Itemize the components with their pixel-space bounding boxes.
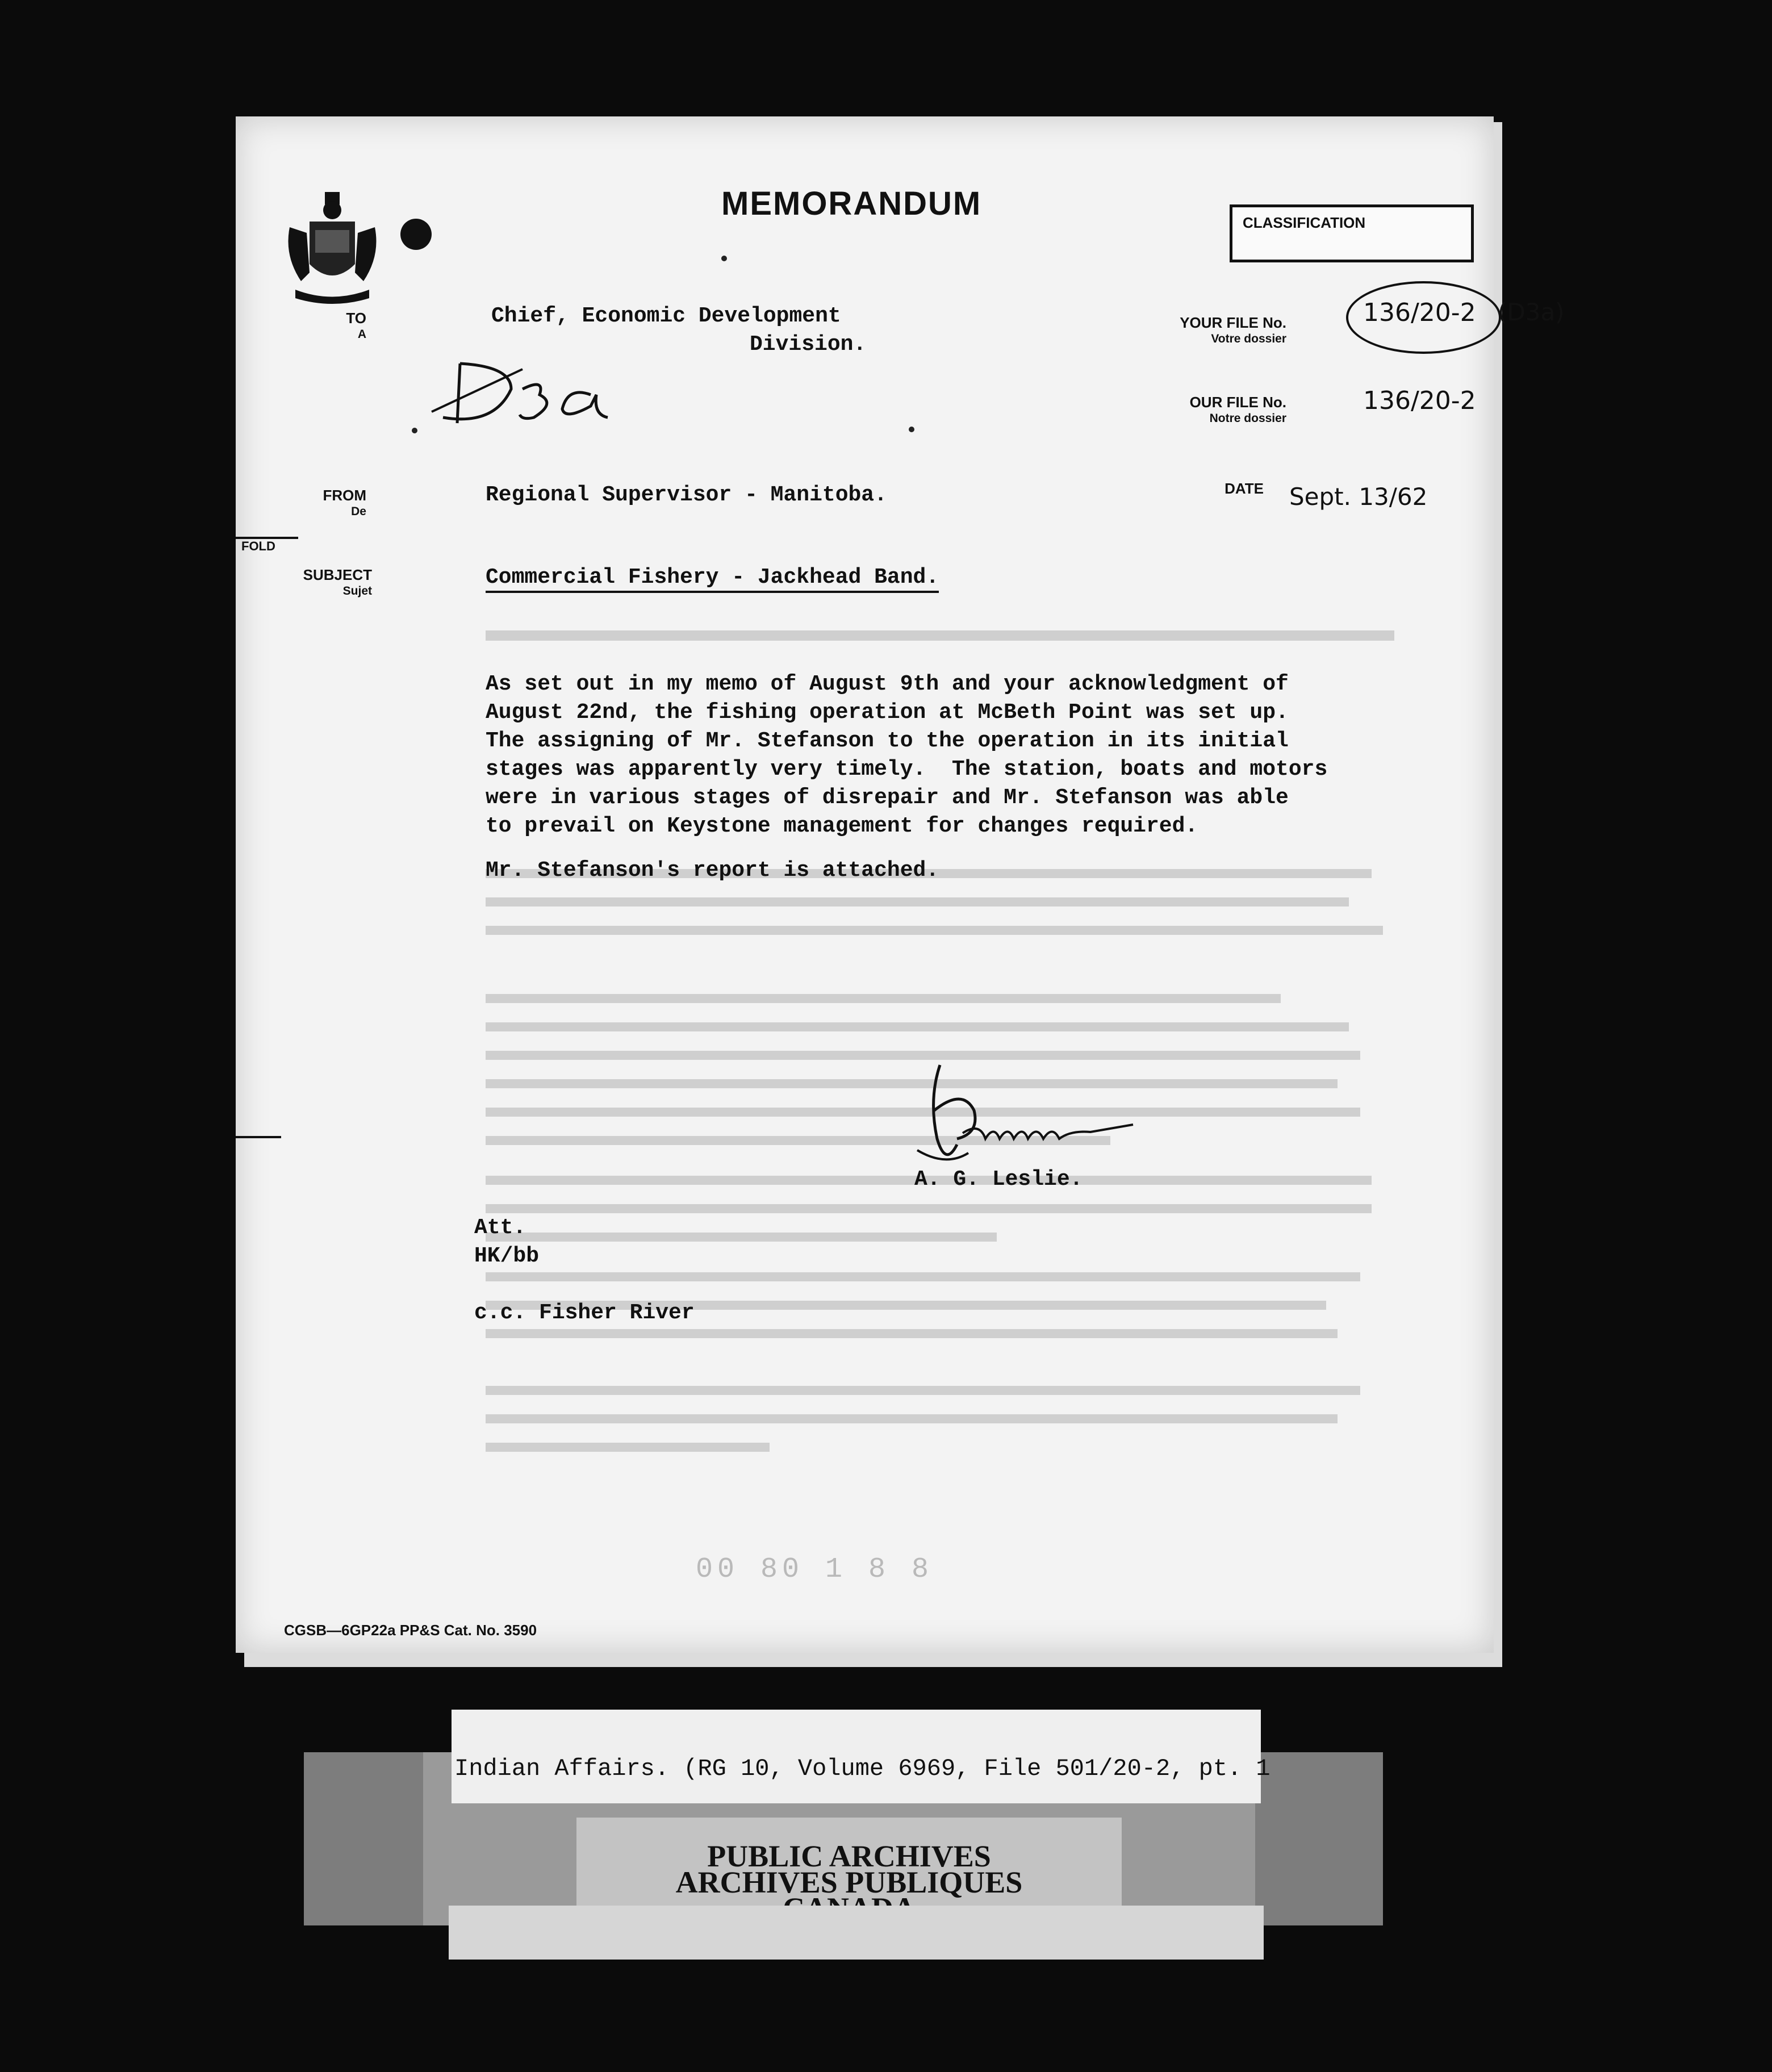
body-attachment-line: Mr. Stefanson's report is attached. xyxy=(486,858,939,883)
archive-label-bottom-strip xyxy=(449,1906,1264,1960)
archive-line-1: PUBLIC ARCHIVES xyxy=(707,1839,991,1873)
your-file-suffix: (D3a) xyxy=(1498,298,1565,326)
attachment-label: Att. xyxy=(474,1215,526,1240)
our-file-label-fr: Notre dossier xyxy=(1209,412,1286,425)
your-file-label-fr: Votre dossier xyxy=(1211,332,1286,345)
date-value: Sept. 13/62 xyxy=(1289,483,1428,511)
body-line: The assigning of Mr. Stefanson to the operation in its initial xyxy=(486,729,1289,753)
your-file-value: 136/20-2 xyxy=(1363,298,1476,327)
margin-mark xyxy=(236,1136,281,1138)
our-file-label: OUR FILE No. xyxy=(1189,394,1286,411)
to-line-1: Chief, Economic Development xyxy=(491,304,841,328)
body-line: August 22nd, the fishing operation at McBeth Point was set up. xyxy=(486,700,1289,725)
ink-blot xyxy=(400,219,432,250)
subject-label: SUBJECT xyxy=(303,566,372,583)
date-label: DATE xyxy=(1224,480,1264,497)
body-line: to prevail on Keystone management for changes required. xyxy=(486,814,1198,838)
fold-label: FOLD xyxy=(241,539,275,553)
body-line: As set out in my memo of August 9th and your acknowledgment of xyxy=(486,672,1289,696)
classification-box xyxy=(1230,204,1474,262)
typist-initials: HK/bb xyxy=(474,1244,540,1268)
archive-label-edge xyxy=(304,1752,423,1925)
punch-dot xyxy=(721,256,727,261)
archive-line-2: ARCHIVES PUBLIQUES xyxy=(675,1865,1023,1899)
to-label-fr: A xyxy=(357,328,366,341)
form-number: CGSB—6GP22a PP&S Cat. No. 3590 xyxy=(284,1622,537,1639)
subject-label-fr: Sujet xyxy=(342,584,372,598)
our-file-value: 136/20-2 xyxy=(1363,386,1476,415)
faint-stamp: 00 80 1 8 8 xyxy=(696,1553,934,1586)
memo-body xyxy=(486,670,1406,885)
from-label-fr: De xyxy=(351,505,366,518)
body-line: stages was apparently very timely. The station, boats and motors xyxy=(486,757,1328,782)
carbon-copy-line: c.c. Fisher River xyxy=(474,1301,695,1325)
handwritten-routing-mark xyxy=(426,355,613,435)
to-line-2: Division. xyxy=(750,332,867,357)
memorandum-page xyxy=(236,116,1565,1653)
body-line: were in various stages of disrepair and Mr. Stefanson was able xyxy=(486,786,1289,810)
signature-name: A. G. Leslie. xyxy=(914,1167,1083,1192)
memo-title: MEMORANDUM xyxy=(721,185,982,222)
from-value: Regional Supervisor - Manitoba. xyxy=(486,483,887,507)
classification-label: CLASSIFICATION xyxy=(1243,214,1366,231)
punch-dot xyxy=(412,428,417,433)
your-file-label: YOUR FILE No. xyxy=(1180,314,1286,331)
archive-reference: Indian Affairs. (RG 10, Volume 6969, File 501/20-2, pt. 1 xyxy=(454,1755,1271,1782)
from-label: FROM xyxy=(323,487,366,504)
archive-label-edge xyxy=(1255,1752,1383,1925)
subject-value: Commercial Fishery - Jackhead Band. xyxy=(486,565,939,593)
punch-dot xyxy=(909,427,914,432)
coat-of-arms-icon xyxy=(284,187,381,307)
to-label: TO xyxy=(346,310,366,327)
